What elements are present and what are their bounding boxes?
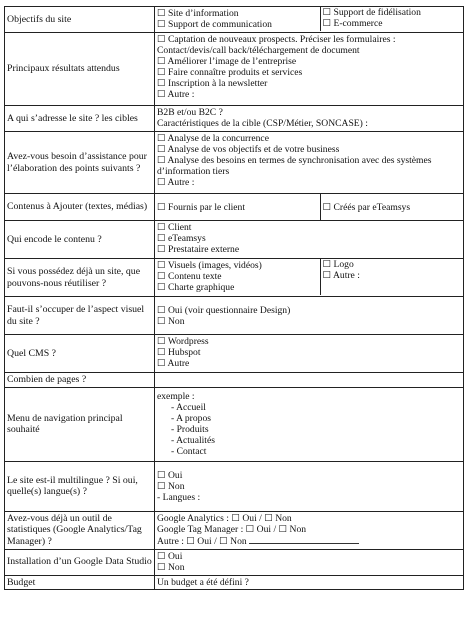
menu-item-produits: - Produits: [171, 424, 209, 435]
row-statistiques: [5, 511, 464, 549]
option-oui[interactable]: ☐ Oui: [157, 550, 183, 562]
menu-intro: exemple :: [157, 391, 195, 402]
question-label: Si vous possédez déjà un site, que pouvons-nous réutiliser ?: [5, 259, 155, 297]
row-aspect-visuel: [5, 297, 464, 335]
question-label: Budget: [5, 575, 155, 590]
question-label: Contenus à Ajouter (textes, médias): [5, 194, 155, 221]
row-data-studio: [5, 549, 464, 575]
answer-cell: [155, 221, 464, 259]
option-captation-prospects[interactable]: ☐ Captation de nouveaux prospects. Préciser les formulaires :: [157, 34, 396, 45]
option-contenu-texte[interactable]: ☐ Contenu texte: [157, 271, 222, 282]
answer-cell: [155, 132, 464, 194]
menu-item-a-propos: - A propos: [171, 413, 211, 424]
question-label: A qui s’adresse le site ? les cibles: [5, 106, 155, 132]
option-produits-services[interactable]: ☐ Faire connaître produits et services: [157, 67, 303, 78]
row-pages: [5, 373, 464, 388]
option-prestataire[interactable]: ☐ Prestataire externe: [157, 244, 240, 255]
option-newsletter[interactable]: ☐ Inscription à la newsletter: [157, 78, 268, 89]
option-hubspot[interactable]: ☐ Hubspot: [157, 347, 201, 358]
option-autre[interactable]: ☐ Autre :: [322, 270, 360, 281]
row-menu: [5, 387, 464, 461]
answer-cell: [155, 549, 464, 575]
row-multilingue: [5, 461, 464, 511]
option-concurrence[interactable]: ☐ Analyse de la concurrence: [157, 133, 269, 144]
option-wordpress[interactable]: ☐ Wordpress: [157, 336, 209, 347]
questionnaire: [4, 6, 463, 590]
option-autre[interactable]: ☐ Autre: [157, 358, 190, 369]
option-client[interactable]: ☐ Client: [157, 222, 192, 233]
menu-item-actualites: - Actualités: [171, 435, 215, 446]
option-crees-eteamsys[interactable]: ☐ Créés par eTeamsys: [322, 201, 411, 213]
answer-cell: [155, 194, 464, 221]
budget-question: Un budget a été défini ?: [155, 575, 464, 590]
google-tag-manager-option[interactable]: Google Tag Manager : ☐ Oui / ☐ Non: [157, 523, 307, 535]
question-label: Le site est-il multilingue ? Si oui, quelle(s) langue(s) ?: [5, 461, 155, 511]
row-objectifs: [5, 7, 464, 33]
row-assistance: [5, 132, 464, 194]
question-label: Combien de pages ?: [5, 373, 155, 388]
option-oui-design[interactable]: ☐ Oui (voir questionnaire Design): [157, 304, 291, 316]
formulaires-text: Contact/devis/call back/téléchargement de document: [157, 45, 360, 56]
answer-cell: [155, 511, 464, 549]
answer-cell: [155, 106, 464, 132]
option-image-entreprise[interactable]: ☐ Améliorer l’image de l’entreprise: [157, 56, 297, 67]
option-logo[interactable]: ☐ Logo: [322, 259, 354, 270]
option-autre[interactable]: ☐ Autre :: [157, 177, 195, 188]
option-oui[interactable]: ☐ Oui: [157, 469, 183, 481]
option-site-information[interactable]: ☐ Site d’information: [157, 8, 239, 19]
row-budget: [5, 575, 464, 590]
answer-cell: [155, 387, 464, 461]
question-label: Objectifs du site: [5, 7, 155, 33]
option-synchronisation[interactable]: ☐ Analyse des besoins en termes de synchronisation avec des systèmes d’information tiers: [157, 155, 432, 177]
row-encodage: [5, 221, 464, 259]
answer-cell: [155, 461, 464, 511]
option-e-commerce[interactable]: ☐ E-commerce: [322, 18, 383, 29]
option-support-fidelisation[interactable]: ☐ Support de fidélisation: [322, 7, 421, 18]
answer-cell: [155, 335, 464, 373]
answer-cell: [155, 33, 464, 106]
autre-stats-field[interactable]: [249, 535, 359, 544]
question-label: Quel CMS ?: [5, 335, 155, 373]
row-contenus: [5, 194, 464, 221]
cible-text: Caractéristiques de la cible (CSP/Métier, SONCASE) :: [157, 118, 368, 129]
google-analytics-option[interactable]: Google Analytics : ☐ Oui / ☐ Non: [157, 512, 292, 524]
question-label: Installation d’un Google Data Studio: [5, 549, 155, 575]
option-objectifs-business[interactable]: ☐ Analyse de vos objectifs et de votre business: [157, 144, 340, 155]
option-eteamsys[interactable]: ☐ eTeamsys: [157, 233, 206, 244]
option-visuels[interactable]: ☐ Visuels (images, vidéos): [157, 260, 262, 271]
question-label: Avez-vous déjà un outil de statistiques (Google Analytics/Tag Manager) ?: [5, 511, 155, 549]
option-non[interactable]: ☐ Non: [157, 480, 185, 492]
row-reutiliser: [5, 259, 464, 297]
option-non[interactable]: ☐ Non: [157, 315, 185, 327]
menu-item-contact: - Contact: [171, 446, 207, 457]
answer-cell: [155, 259, 464, 297]
langues-field[interactable]: - Langues :: [157, 491, 201, 503]
option-charte-graphique[interactable]: ☐ Charte graphique: [157, 282, 235, 293]
questionnaire-table: [4, 6, 464, 590]
answer-field[interactable]: [155, 373, 464, 388]
option-autre[interactable]: ☐ Autre :: [157, 89, 195, 100]
option-non[interactable]: ☐ Non: [157, 561, 185, 573]
row-resultats: [5, 33, 464, 106]
question-label: Menu de navigation principal souhaité: [5, 387, 155, 461]
row-cibles: [5, 106, 464, 132]
option-fournis-client[interactable]: ☐ Fournis par le client: [157, 201, 245, 213]
answer-cell: [155, 7, 464, 33]
row-cms: [5, 335, 464, 373]
autre-stats-option[interactable]: Autre : ☐ Oui / ☐ Non: [157, 535, 247, 547]
menu-item-accueil: - Accueil: [171, 402, 206, 413]
question-label: Faut-il s’occuper de l’aspect visuel du site ?: [5, 297, 155, 335]
b2b-b2c-text: B2B et/ou B2C ?: [157, 107, 223, 118]
answer-cell: [155, 297, 464, 335]
question-label: Avez-vous besoin d’assistance pour l’élaboration des points suivants ?: [5, 132, 155, 194]
option-support-communication[interactable]: ☐ Support de communication: [157, 19, 272, 30]
question-label: Principaux résultats attendus: [5, 33, 155, 106]
question-label: Qui encode le contenu ?: [5, 221, 155, 259]
